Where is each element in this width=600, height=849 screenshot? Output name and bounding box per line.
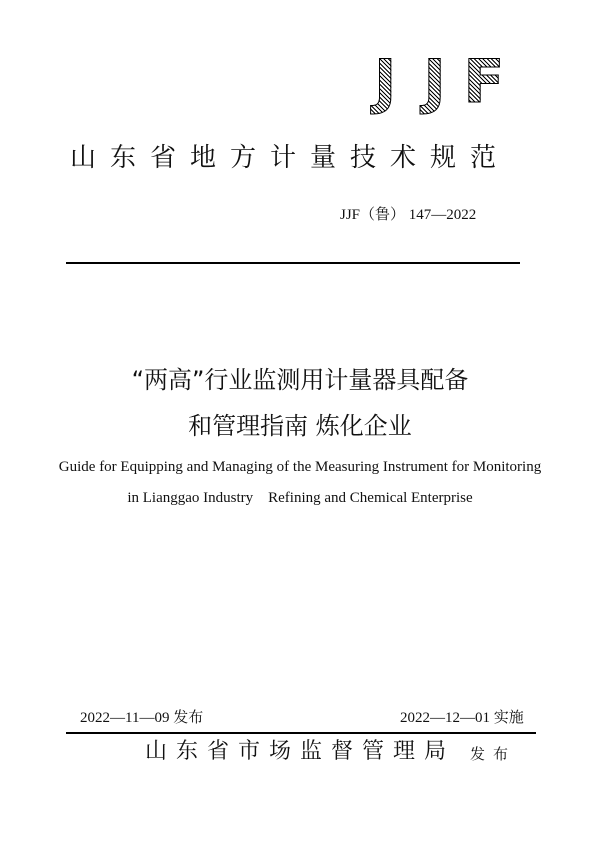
series-title: 山东省地方计量技术规范 bbox=[69, 143, 510, 173]
logo-letter: J bbox=[411, 50, 457, 114]
title-cn-line-1: “两高”行业监测用计量器具配备 bbox=[131, 366, 469, 394]
document-code: JJF（鲁） 147—2022 bbox=[340, 207, 477, 223]
logo-letter: F bbox=[461, 50, 507, 114]
publisher-suffix: 发布 bbox=[470, 745, 517, 763]
publisher: 山东省市场监督管理局 bbox=[145, 739, 456, 764]
title-cn-line-2: 和管理指南 炼化企业 bbox=[188, 412, 412, 440]
jjf-logo bbox=[362, 47, 507, 117]
divider bbox=[66, 732, 536, 734]
title-en-line-1: Guide for Equipping and Managing of the Measuring Instrument for Monitoring bbox=[58, 459, 542, 475]
logo-letter: J bbox=[362, 50, 408, 114]
divider bbox=[66, 262, 520, 264]
effective-date: 2022—12—01 实施 bbox=[400, 710, 524, 726]
issue-date: 2022—11—09 发布 bbox=[80, 710, 204, 726]
title-en-line-2: in Lianggao Industry Refining and Chemical Enterprise bbox=[127, 490, 473, 506]
